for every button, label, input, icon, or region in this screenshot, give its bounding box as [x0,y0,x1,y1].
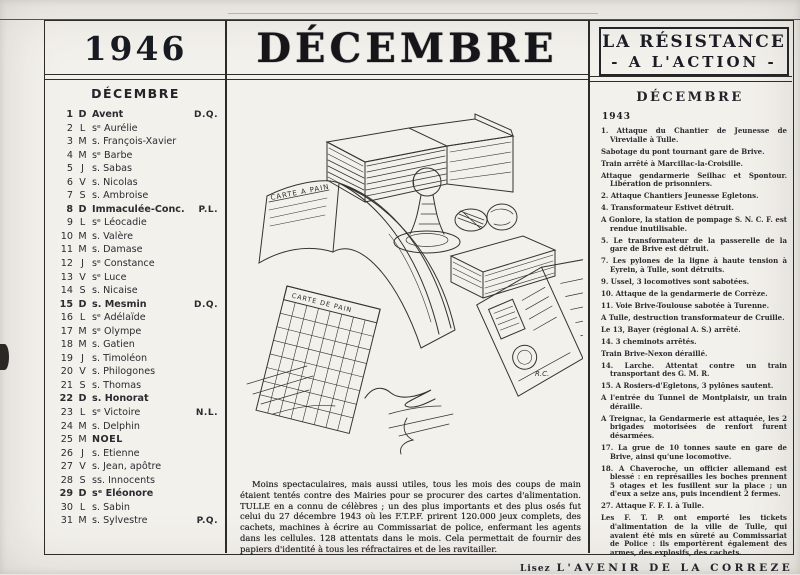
calendar-row-name: sᵉ Barbe [92,149,133,161]
chronicle-entry: Sabotage du pont tournant gare de Brive. [601,146,765,156]
calendar-row-name: sᵉ Léocadie [92,217,147,229]
calendar-row-name: Immaculée-Conc. [92,203,185,215]
calendar-row [58,135,218,149]
calendar-row-d: D [78,488,87,500]
calendar-row [58,338,218,352]
grid-ration-card-icon [256,286,380,433]
chronicle-entry: 10. Attaque de la gendarmerie de Corrèze. [601,288,768,298]
calendar-row-d: J [81,352,84,364]
calendar-row-n: 14 [60,285,73,297]
calendar-row [58,325,218,339]
calendar-row [58,379,218,393]
ground-hatch-lines [247,366,453,436]
caption-text: Moins spectaculaires, mais aussi utiles, tous les mois des coups de main étaient tentés contre des Mairies pour se procurer des cartes d'alimentation. TULLE en a connu de célèbres ; un des plus importants et des plus osés fut celui du 27 décembre 1943 où les F.T.P.F. prirent 120.000 jeux complets, des cachets, machines à écrire au Commissariat de police, enfermant les agents dans les cellules. 128 attentats dans le mois. Cela permettait de fournir des papiers d'identité à tous les réfractaires et de les ravitailler. [240,479,581,554]
calendar-row-name: s. Damase [92,244,143,256]
calendar-row-moon: P.L. [198,204,218,215]
calendar-row-name: sᵉ Aurélie [92,122,138,134]
calendar-row-name: s. Mesmin [92,298,147,310]
calendar-row-n: 1 [66,109,73,120]
calendar-row-moon: D.Q. [194,299,218,310]
calendar-row-name: s. Gatien [92,339,135,351]
calendar-row [58,311,218,325]
chronicle-entry-list [601,127,787,561]
chronicle-entry: 7. Les pylones de la ligne à haute tension à Eyrein, à Tulle, sont détruits. [601,256,787,274]
calendar-row-name: sᵉ Adélaïde [92,312,146,324]
chronicle-entry: 27. Attaque F. F. I. à Tulle. [601,501,705,511]
ink-pad-icons [455,204,517,231]
calendar-row-n: 24 [60,420,73,432]
calendar-row [58,352,218,366]
calendar-row-n: 29 [59,488,73,500]
calendar-row [58,216,218,230]
scan-edge-smudge [0,344,9,370]
calendar-row-name: s. Honorat [92,393,149,405]
calendar-row-n: 30 [60,501,73,513]
calendar-row-n: 27 [60,461,73,473]
calendar-row-d: M [78,244,87,256]
card-booklet-label: CARTE A PAIN [269,182,331,202]
calendar-row-d: S [79,379,86,391]
calendar-row-d: D [78,203,87,215]
calendar-row-name: s. François-Xavier [92,136,177,148]
calendar-row-d: D [78,298,87,310]
calendar-row [58,298,218,312]
calendar-row-n: 18 [60,339,73,351]
calendar-row-name: s. Nicolas [92,176,138,188]
chronicle-entry: 18. A Chaveroche, un officier allemand est blessé : en représailles les boches prennent 5 otages et les fusillent sur la place ; un d'eux a seize ans, puis incendient 2 fermes. [601,463,787,499]
open-ration-booklet-icon [259,181,455,348]
calendar-month-subtitle: DÉCEMBRE [91,86,180,101]
resistance-header-line1: LA RÉSISTANCE [602,32,786,52]
calendar-row-d: J [81,447,84,459]
footer-prefix: Lisez [520,564,551,574]
calendar-row-n: 8 [66,203,73,215]
calendar-row-d: J [81,258,84,270]
calendar-row [58,487,218,501]
chronicle-entry: A Gonlore, la station de pompage S. N. C. F. est rendue inutilisable. [601,215,787,233]
chronicle-entry: Train arrêté à Marcillac-la-Croisille. [601,158,743,168]
calendar-row-n: 17 [60,325,73,337]
chronicle-entry: Attaque gendarmerie Seilhac et Spontour. Libération de prisonniers. [601,170,787,189]
calendar-row-n: 31 [60,515,73,527]
calendar-row-n: 7 [66,190,73,202]
calendar-row-d: D [78,109,87,120]
calendar-row-n: 10 [60,230,73,242]
calendar-row-d: M [78,434,87,446]
year-heading: 1946 [83,28,188,68]
calendar-row-name: s. Etienne [92,447,140,459]
calendar-row-name: sᵉ Constance [92,258,155,270]
calendar-row-d: M [78,136,87,148]
chronicle-entry: 9. Ussel, 3 locomotives sont sabotées. [601,276,750,286]
calendar-row [58,122,218,136]
calendar-row-name: ss. Innocents [92,474,155,486]
calendar-row-n: 11 [60,244,73,256]
calendar-row [58,176,218,190]
scan-artifact-line [228,13,598,14]
chronicle-entry: 15. A Rosiers-d'Egletons, 3 pylônes sautent. [601,381,774,391]
calendar-row-d: D [78,393,87,405]
chronicle-entry: 11. Voie Brive-Toulouse sabotée à Turenne. [601,300,770,310]
chronicle-entry: 2. Attaque Chantiers Jeunesse Egletons. [601,191,759,201]
caption-paragraph [240,479,581,555]
calendar-row-d: L [79,407,86,419]
chronicle-entry: A Treignac, la Gendarmerie est attaquée, les 2 brigades motorisées de renfort furent désarmées. [601,413,787,441]
chronicle-entry: Les F. T. P. ont emporté les tickets d'alimentation de la ville de Tulle, qui avaient été mis en sûreté au Commissariat de Police : ils emportèrent également des armes, des explosifs, des cachets. [601,513,787,557]
ration-cards-illustration [239,84,583,476]
booklet-stack-icon [327,128,447,202]
calendar-row-n: 15 [59,298,73,310]
header-double-rule-right [590,76,792,82]
calendar-row-d: M [78,325,87,337]
calendar-row-d: M [78,420,87,432]
calendar-row-d: V [79,461,86,473]
calendar-row-n: 19 [60,352,73,364]
calendar-row-n: 13 [60,271,73,283]
calendar-row-name: s. Nicaise [92,285,138,297]
calendar-row-n: 12 [60,258,73,270]
identity-card-icon [472,238,583,400]
resistance-header-box [599,27,789,76]
calendar-row-name: sᵉ Luce [92,271,127,283]
calendar-row-d: L [79,312,86,324]
column-divider-left [225,20,227,553]
calendar-row-d: J [81,163,84,175]
calendar-row-moon: P.Q. [196,516,218,527]
calendar-row [58,162,218,176]
calendar-row [58,406,218,420]
calendar-row-d: V [79,366,86,378]
signature-initials: R.C. [535,370,550,378]
calendar-row [58,284,218,298]
calendar-row [58,433,218,447]
calendar-row-name: s. Sylvestre [92,515,148,527]
calendar-row-n: 22 [59,393,73,405]
calendar-row [58,243,218,257]
calendar-row-name: s. Ambroise [92,190,149,202]
chronicle-month-subtitle: DÉCEMBRE [636,90,744,105]
footer-newspaper-title: L'AVENIR DE LA CORREZE [556,562,794,574]
calendar-row [58,392,218,406]
calendar-row-n: 23 [60,407,73,419]
calendar-row-name: s. Timoléon [92,352,148,364]
calendar-row-n: 4 [66,149,73,161]
calendar-row-name: s. Valère [92,230,133,242]
month-title: DÉCEMBRE [256,24,558,72]
calendar-row [58,108,218,122]
calendar-row [58,474,218,488]
chronicle-entry: 1. Attaque du Chantier de Jeunesse de Virevialle à Tulle. [601,126,787,144]
calendar-row [58,271,218,285]
calendar-row-name: sᵉ Victoire [92,407,141,419]
newspaper-footer [520,556,792,575]
calendar-row [58,203,218,217]
chronicle-entry: 14. Larche. Attentat contre un train transportant des G. M. R. [601,360,787,379]
calendar-row-d: L [79,217,86,229]
chronicle-entry: 5. Le transformateur de la passerelle de la gare de Brive est détruit. [601,235,787,254]
booklet-stack-2-icon [409,114,513,192]
calendar-row-d: M [78,149,87,161]
calendar-row-d: L [79,122,86,134]
flat-booklet-pile-icon [451,236,555,298]
chronicle-entry: 4. Transformateur Estivet détruit. [601,203,734,213]
calendar-row [58,257,218,271]
calendar-row [58,460,218,474]
calendar-row-name: NOEL [92,434,123,446]
rubber-stamp-icon [394,168,460,253]
calendar-row-n: 6 [66,176,73,188]
calendar-row-d: S [79,474,86,486]
chronicle-entry: A l'entrée du Tunnel de Montplaisir, un train déraille. [601,393,787,411]
chronicle-entry: 17. La grue de 10 tonnes saute en gare de Brive, ainsi qu'une locomotive. [601,443,787,461]
calendar-row [58,189,218,203]
calendar-row-name: sᵉ Olympe [92,325,142,337]
card-grid-label: CARTE DE PAIN [290,291,354,315]
calendar-row-moon: D.Q. [194,110,218,120]
calendar-row-name: s. Delphin [92,420,140,432]
calendar-row-n: 20 [60,366,73,378]
calendar-row-d: V [79,176,86,188]
calendar-row-n: 2 [66,122,73,134]
calendar-row [58,447,218,461]
calendar-row [58,149,218,163]
calendar-row-n: 9 [66,217,73,229]
calendar-day-list [58,108,218,528]
calendar-row [58,420,218,434]
calendar-row [58,501,218,515]
chronicle-entry: Le 13, Bayer (régional A. S.) arrêté. [601,324,741,334]
calendar-row-name: s. Sabas [92,163,133,175]
calendar-row-d: M [78,339,87,351]
artist-signature [365,370,549,454]
calendar-row-d: M [78,515,87,527]
calendar-row-name: s. Thomas [92,379,142,391]
calendar-row-d: M [78,230,87,242]
calendar-row-n: 25 [60,434,73,446]
calendar-row-n: 21 [60,379,73,391]
calendar-row-name: s. Philogones [92,366,156,378]
calendar-row [58,365,218,379]
chronicle-entry: Train Brive-Nexon déraillé. [601,348,708,358]
calendar-row-name: Avent [92,109,124,120]
resistance-header-line2: - A L'ACTION - [611,53,777,71]
calendar-row-d: V [79,271,86,283]
calendar-row-d: L [79,501,86,513]
calendar-row-n: 16 [60,312,73,324]
calendar-row-name: sᵉ Eléonore [92,488,154,500]
calendar-row-d: S [79,285,86,297]
calendar-row-d: S [79,190,86,202]
calendar-row-n: 3 [66,136,73,148]
calendar-row-n: 5 [66,163,73,175]
chronicle-entry: 14. 3 cheminots arrêtés. [601,336,697,346]
chronicle-entry: A Tulle, destruction transformateur de Cruille. [601,312,785,322]
calendar-row-name: s. Sabin [92,501,130,513]
calendar-row-moon: N.L. [195,408,218,419]
calendar-row-n: 26 [60,447,73,459]
calendar-row-name: s. Jean, apôtre [92,461,162,473]
calendar-row [58,230,218,244]
calendar-row [58,514,218,528]
calendar-row-n: 28 [60,474,73,486]
chronicle-year: 1943 [602,112,632,122]
